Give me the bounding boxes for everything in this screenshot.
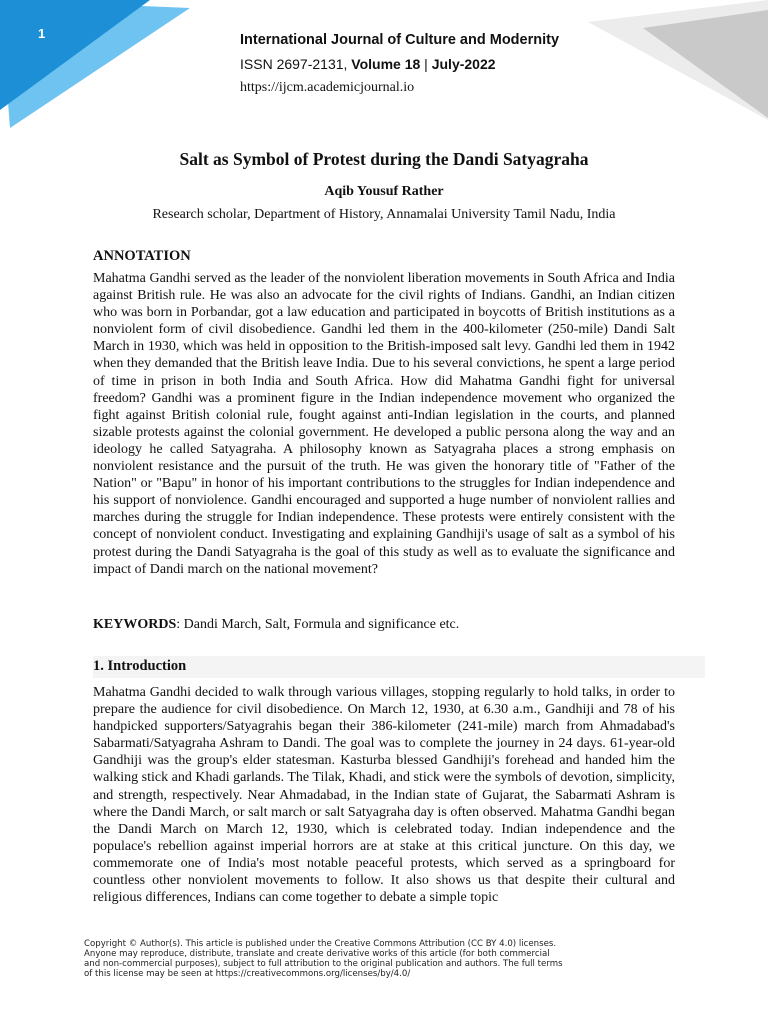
author-affiliation: Research scholar, Department of History, Annamalai University Tamil Nadu, India [152,207,616,222]
keywords [93,617,459,633]
section-heading-introduction: 1. Introduction [93,656,705,678]
blue-triangle-dark [0,0,150,110]
footer-line: of this license may be seen at https://creativecommons.org/licenses/by/4.0/ [84,969,411,980]
footer-line: Copyright © Author(s). This article is published under the Creative Commons Attribution (CC BY 4.0) licenses. [84,939,557,949]
corner-decoration-gray [588,0,768,120]
annotation-heading: ANNOTATION [93,248,191,264]
journal-url[interactable]: https://ijcm.academicjournal.io [240,80,415,95]
issn-prefix: ISSN 2697-2131, [240,56,352,72]
annotation-text: Mahatma Gandhi served as the leader of the nonviolent liberation movements in South Africa and India against British rule. He was also an advocate for the civil rights of Indians. Gandhi, an Indian citizen who was born in Porbandar, got a law education and participated in boycotts of British institutions as a nonviolent form of civil disobedience. Gandhi led them in the 400-kilometer (250-mile) Dandi Salt March in 1930, which was held in opposition to the British-imposed salt levy. Gandhi led them in 1942 when they demanded that the British leave India. Due to his several convictions, he spent a large period of time in prison in both India and South Africa. How did Mahatma Gandhi fight for universal freedom? Gandhi was a prominent figure in the Indian independence movement who organized the fight against British colonial rule, fought against anti-Indian legislation in the courts, and planned sizable protests against the colonial government. He developed a public persona along the way and an ideology he called Satyagraha. A philosophy known as Satyagraha places a strong emphasis on nonviolent resistance and the pursuit of the truth. He was given the honorary title of "Father of the Nation" or "Bapu" in honor of his important contributions to the struggles for Indian independence and his support of nonviolence. Gandhi encouraged and supported a huge number of nonviolent rallies and marches during the struggle for Indian independence. These protests were entirely consistent with the concept of nonviolent conduct. Investigating and explaining Gandhiji's usage of salt as a symbol of his protest during the Dandi Satyagraha is the goal of this study as well as to evaluate the significance and impact of Dandi march on the national movement? [93,271,675,577]
paper-title: Salt as Symbol of Protest during the Dandi Satyagraha [179,149,589,169]
keywords-label: KEYWORDS [93,617,177,632]
license-footer [84,939,624,979]
keywords-text: : Dandi March, Salt, Formula and significance etc. [176,617,460,632]
gray-triangle-dark [643,10,768,118]
author-name: Aqib Yousuf Rather [324,184,444,199]
issn-separator: | [420,56,432,72]
page-number: 1 [38,26,46,41]
footer-line: and non-commercial purposes), subject to full attribution to the original publication and authors. The full terms [84,959,563,970]
corner-decoration-blue [0,0,200,130]
introduction-text: Mahatma Gandhi decided to walk through various villages, stopping regularly to hold talks, in order to prepare the audience for civil disobedience. On March 12, 1930, at 6.30 a.m., Gandhiji and 78 of his handpicked supporters/Satyagrahis began their 386-kilometer (241-mile) march from Ahmadabad's Sabarmati/Satyagraha Ashram to Dandi. The goal was to complete the journey in 24 days. 61-year-old Gandhiji was the group's elder statesman. Kasturba blessed Gandhiji's forehead and handed him the walking stick and Khadi garlands. The Tilak, Khadi, and stick were the symbols of devotion, simplicity, and strength, respectively. Near Ahmadabad, in the Indian state of Gujarat, the Sabarmati Ashram is where the Dandi March, or salt march or salt Satyagraha day is often observed. Mahatma Gandhi began the Dandi March on March 12, 1930, which is celebrated today. Indian independence and the populace's rebellion against imperial horrors are at stake at this critical juncture. On this day, we commemorate one of India's most notable peaceful protests, which served as a springboard for countless other nonviolent movements to follow. It also shows us that despite their cultural and religious differences, Indians can come together to debate a simple topic [93,685,675,906]
journal-title: International Journal of Culture and Modernity [240,32,560,48]
footer-line: Anyone may reproduce, distribute, translate and create derivative works of this article (for both commercial [84,949,550,960]
issn-line [240,56,496,72]
issn-volume: Volume 18 [351,56,421,72]
issn-date: July-2022 [431,56,496,72]
